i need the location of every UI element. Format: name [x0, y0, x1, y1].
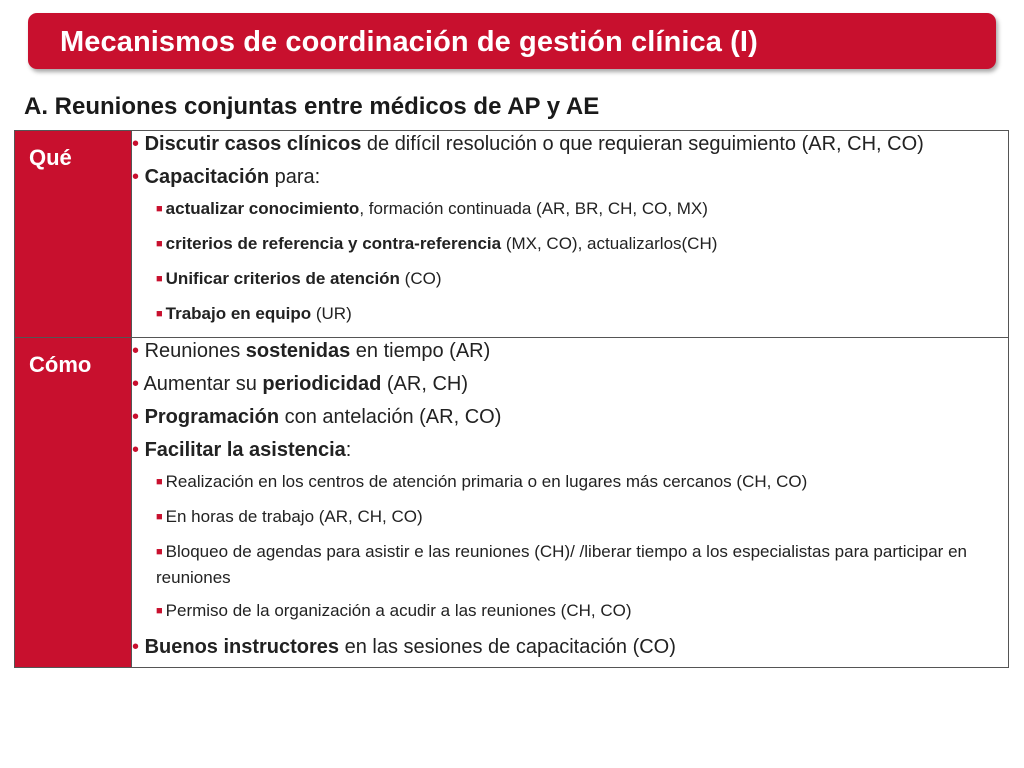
item-emphasis: actualizar conocimiento	[165, 199, 360, 218]
sub-bullet-item	[156, 302, 1008, 328]
item-emphasis: Discutir casos clínicos	[144, 133, 362, 155]
section-subtitle: A. Reuniones conjuntas entre médicos de AP y AE	[24, 93, 600, 120]
bullet-item	[132, 131, 1008, 157]
item-text: de difícil resolución o que requieran seguimiento (AR, CH, CO)	[361, 133, 924, 155]
item-emphasis: Buenos instructores	[144, 636, 340, 658]
item-text: para:	[269, 166, 321, 188]
row-label-cell	[15, 338, 132, 668]
square-bullet-icon: ■	[156, 476, 163, 488]
row-label: Cómo	[29, 352, 92, 377]
bullet-icon: •	[132, 373, 144, 395]
square-bullet-icon: ■	[156, 273, 163, 285]
item-text: Permiso de la organización a acudir a las reuniones (CH, CO)	[165, 601, 632, 620]
item-emphasis: Programación	[144, 406, 280, 428]
sub-bullet-item	[156, 470, 1008, 496]
item-text: en las sesiones de capacitación (CO)	[339, 636, 676, 658]
table-row	[15, 338, 1009, 668]
bullet-item	[132, 164, 1008, 190]
square-bullet-icon: ■	[156, 308, 163, 320]
item-text: Realización en los centros de atención primaria o en lugares más cercanos (CH, CO)	[165, 472, 808, 491]
bullet-icon: •	[132, 340, 145, 362]
bullet-icon: •	[132, 439, 145, 461]
sub-bullet-item	[156, 232, 1008, 258]
sub-bullet-item	[156, 505, 1008, 531]
row-content-cell	[132, 131, 1009, 338]
bullet-item	[132, 404, 1008, 430]
row-content-cell	[132, 338, 1009, 668]
page-title: Mecanismos de coordinación de gestión clínica (I)	[60, 26, 758, 58]
sub-bullet-item	[156, 540, 1008, 590]
bullet-icon: •	[132, 406, 145, 428]
item-text: :	[345, 439, 352, 461]
square-bullet-icon: ■	[156, 605, 163, 617]
item-emphasis: criterios de referencia y contra-referencia	[165, 234, 502, 253]
item-text: En horas de trabajo (AR, CH, CO)	[165, 507, 423, 526]
content-table	[14, 130, 1009, 668]
square-bullet-icon: ■	[156, 203, 163, 215]
item-text: (AR, CH)	[381, 373, 468, 395]
item-text: , formación continuada (AR, BR, CH, CO, MX)	[359, 199, 708, 218]
item-text: Aumentar su	[143, 373, 263, 395]
item-emphasis: Unificar criterios de atención	[165, 269, 400, 288]
square-bullet-icon: ■	[156, 546, 163, 558]
sub-bullet-item	[156, 267, 1008, 293]
square-bullet-icon: ■	[156, 511, 163, 523]
square-bullet-icon: ■	[156, 238, 163, 250]
bullet-item	[132, 634, 1008, 660]
item-text: Reuniones	[144, 340, 246, 362]
bullet-item	[132, 371, 1008, 397]
item-emphasis: periodicidad	[262, 373, 382, 395]
item-emphasis: Capacitación	[144, 166, 270, 188]
item-text: (CO)	[399, 269, 442, 288]
sub-bullet-item	[156, 599, 1008, 625]
bullet-item	[132, 437, 1008, 463]
table-row	[15, 131, 1009, 338]
item-emphasis: Facilitar la asistencia	[144, 439, 346, 461]
item-emphasis: sostenidas	[245, 340, 351, 362]
title-banner	[28, 13, 996, 69]
row-label: Qué	[29, 145, 72, 170]
item-text: (UR)	[311, 304, 352, 323]
bullet-icon: •	[132, 636, 145, 658]
row-label-cell	[15, 131, 132, 338]
table-body	[15, 131, 1009, 668]
item-text: con antelación (AR, CO)	[279, 406, 502, 428]
item-emphasis: Trabajo en equipo	[165, 304, 312, 323]
item-text: en tiempo (AR)	[350, 340, 491, 362]
bullet-icon: •	[132, 133, 145, 155]
bullet-item	[132, 338, 1008, 364]
bullet-icon: •	[132, 166, 145, 188]
item-text: Bloqueo de agendas para asistir e las reuniones (CH)/ /liberar tiempo a los especialistas para participar en reuniones	[156, 542, 967, 587]
sub-bullet-item	[156, 197, 1008, 223]
item-text: (MX, CO), actualizarlos(CH)	[501, 234, 718, 253]
